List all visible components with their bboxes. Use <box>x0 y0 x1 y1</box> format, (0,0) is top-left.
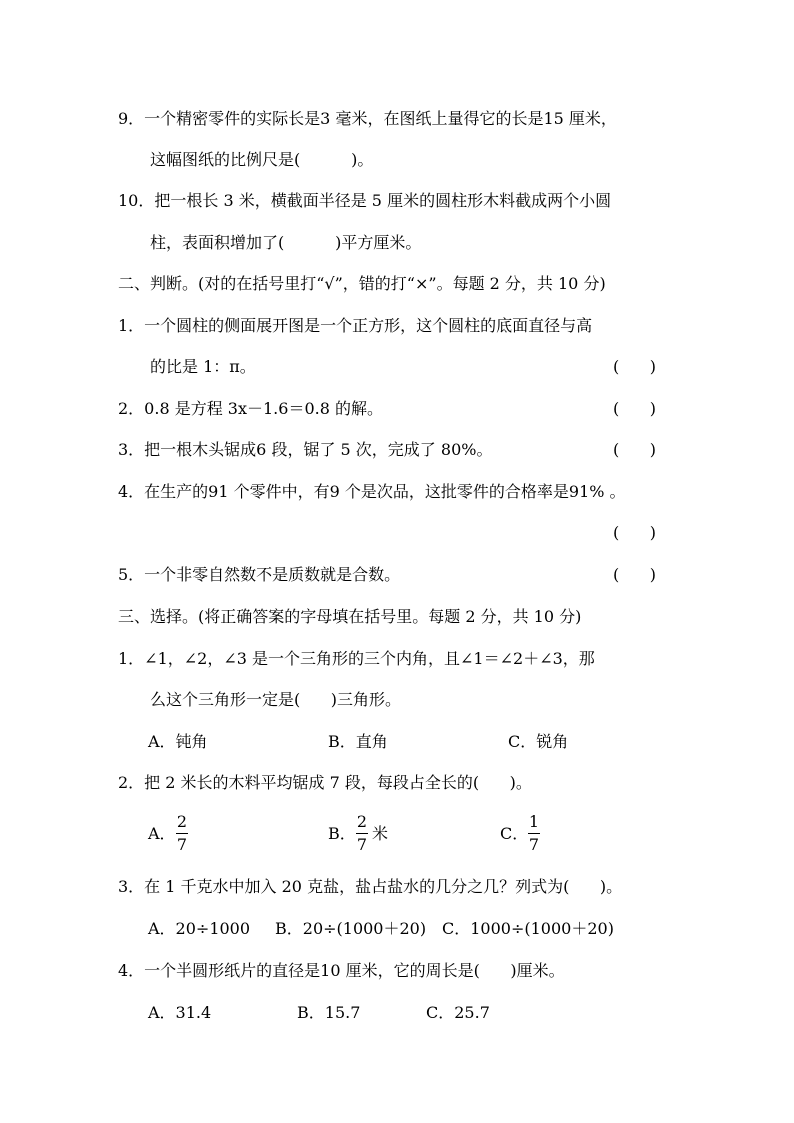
choice-q3-option-c[interactable]: C．1000÷(1000＋20) <box>442 919 614 938</box>
judge-item-1-line-2: 的比是 1：π。 <box>150 357 256 376</box>
choice-q2-option-b-prefix: B． <box>328 824 356 843</box>
choice-q1-option-a[interactable]: A．钝角 <box>148 732 208 751</box>
fraction-bar <box>528 833 540 834</box>
choice-q1-option-c[interactable]: C．锐角 <box>508 732 569 751</box>
choice-q4-option-c[interactable]: C．25.7 <box>426 1003 490 1022</box>
judge-item-3: 3．把一根木头锯成6 段，锯了 5 次，完成了 80%。 <box>118 440 493 459</box>
choice-q4-line-1: 4．一个半圆形纸片的直径是10 厘米，它的周长是( )厘米。 <box>118 961 565 980</box>
q10-line-1: 10．把一根长 3 米，横截面半径是 5 厘米的圆柱形木料截成两个小圆 <box>118 191 612 210</box>
choice-q2-option-b-unit: 米 <box>372 824 389 843</box>
choice-q3-line-1: 3．在 1 千克水中加入 20 克盐，盐占盐水的几分之几？列式为( )。 <box>118 877 623 896</box>
judge-item-2: 2．0.8 是方程 3x－1.6＝0.8 的解。 <box>118 399 383 418</box>
choice-q2-option-b-fraction <box>356 812 368 855</box>
judge-item-4-answer-blank[interactable]: ( ) <box>613 523 656 542</box>
choice-q1-option-b[interactable]: B．直角 <box>328 732 388 751</box>
choice-q4-option-a[interactable]: A．31.4 <box>148 1003 212 1022</box>
q9-line-2: 这幅图纸的比例尺是( )。 <box>150 150 374 169</box>
judge-item-4: 4．在生产的91 个零件中，有9 个是次品，这批零件的合格率是91% 。 <box>118 482 626 501</box>
fraction-numerator: 1 <box>528 812 540 831</box>
fraction-denominator: 7 <box>176 835 188 854</box>
choice-q2-option-a-prefix: A． <box>148 824 176 843</box>
fraction-bar <box>356 833 368 834</box>
judge-item-5: 5．一个非零自然数不是质数就是合数。 <box>118 565 401 584</box>
choice-q3-option-a[interactable]: A．20÷1000 <box>148 919 251 938</box>
fraction-denominator: 7 <box>528 835 540 854</box>
choice-q2-line-1: 2．把 2 米长的木料平均锯成 7 段，每段占全长的( )。 <box>118 773 532 792</box>
choice-q3-option-b[interactable]: B．20÷(1000＋20) <box>275 919 427 938</box>
judge-item-3-answer-blank[interactable]: ( ) <box>613 440 656 459</box>
choice-q1-line-1: 1．∠1，∠2，∠3 是一个三角形的三个内角，且∠1＝∠2＋∠3，那 <box>118 649 595 668</box>
fraction-numerator: 2 <box>176 812 188 831</box>
judge-item-2-answer-blank[interactable]: ( ) <box>613 399 656 418</box>
judge-item-5-answer-blank[interactable]: ( ) <box>613 565 656 584</box>
choice-q2-option-c-fraction <box>528 812 540 855</box>
judge-heading: 二、判断。(对的在括号里打“√”，错的打“×”。每题 2 分，共 10 分) <box>118 274 606 293</box>
fraction-numerator: 2 <box>356 812 368 831</box>
fraction-bar <box>176 833 188 834</box>
q10-line-2: 柱，表面积增加了( )平方厘米。 <box>150 233 422 252</box>
choice-q4-option-b[interactable]: B．15.7 <box>297 1003 361 1022</box>
choice-q1-line-2: 么这个三角形一定是( )三角形。 <box>150 690 402 709</box>
choice-heading: 三、选择。(将正确答案的字母填在括号里。每题 2 分，共 10 分) <box>118 607 582 626</box>
q9-line-1: 9．一个精密零件的实际长是3 毫米，在图纸上量得它的长是15 厘米， <box>118 109 617 128</box>
fraction-denominator: 7 <box>356 835 368 854</box>
judge-item-1-answer-blank[interactable]: ( ) <box>613 357 656 376</box>
choice-q2-option-c-prefix: C． <box>500 824 529 843</box>
choice-q2-option-a-fraction <box>176 812 188 855</box>
judge-item-1-line-1: 1．一个圆柱的侧面展开图是一个正方形，这个圆柱的底面直径与高 <box>118 316 593 335</box>
